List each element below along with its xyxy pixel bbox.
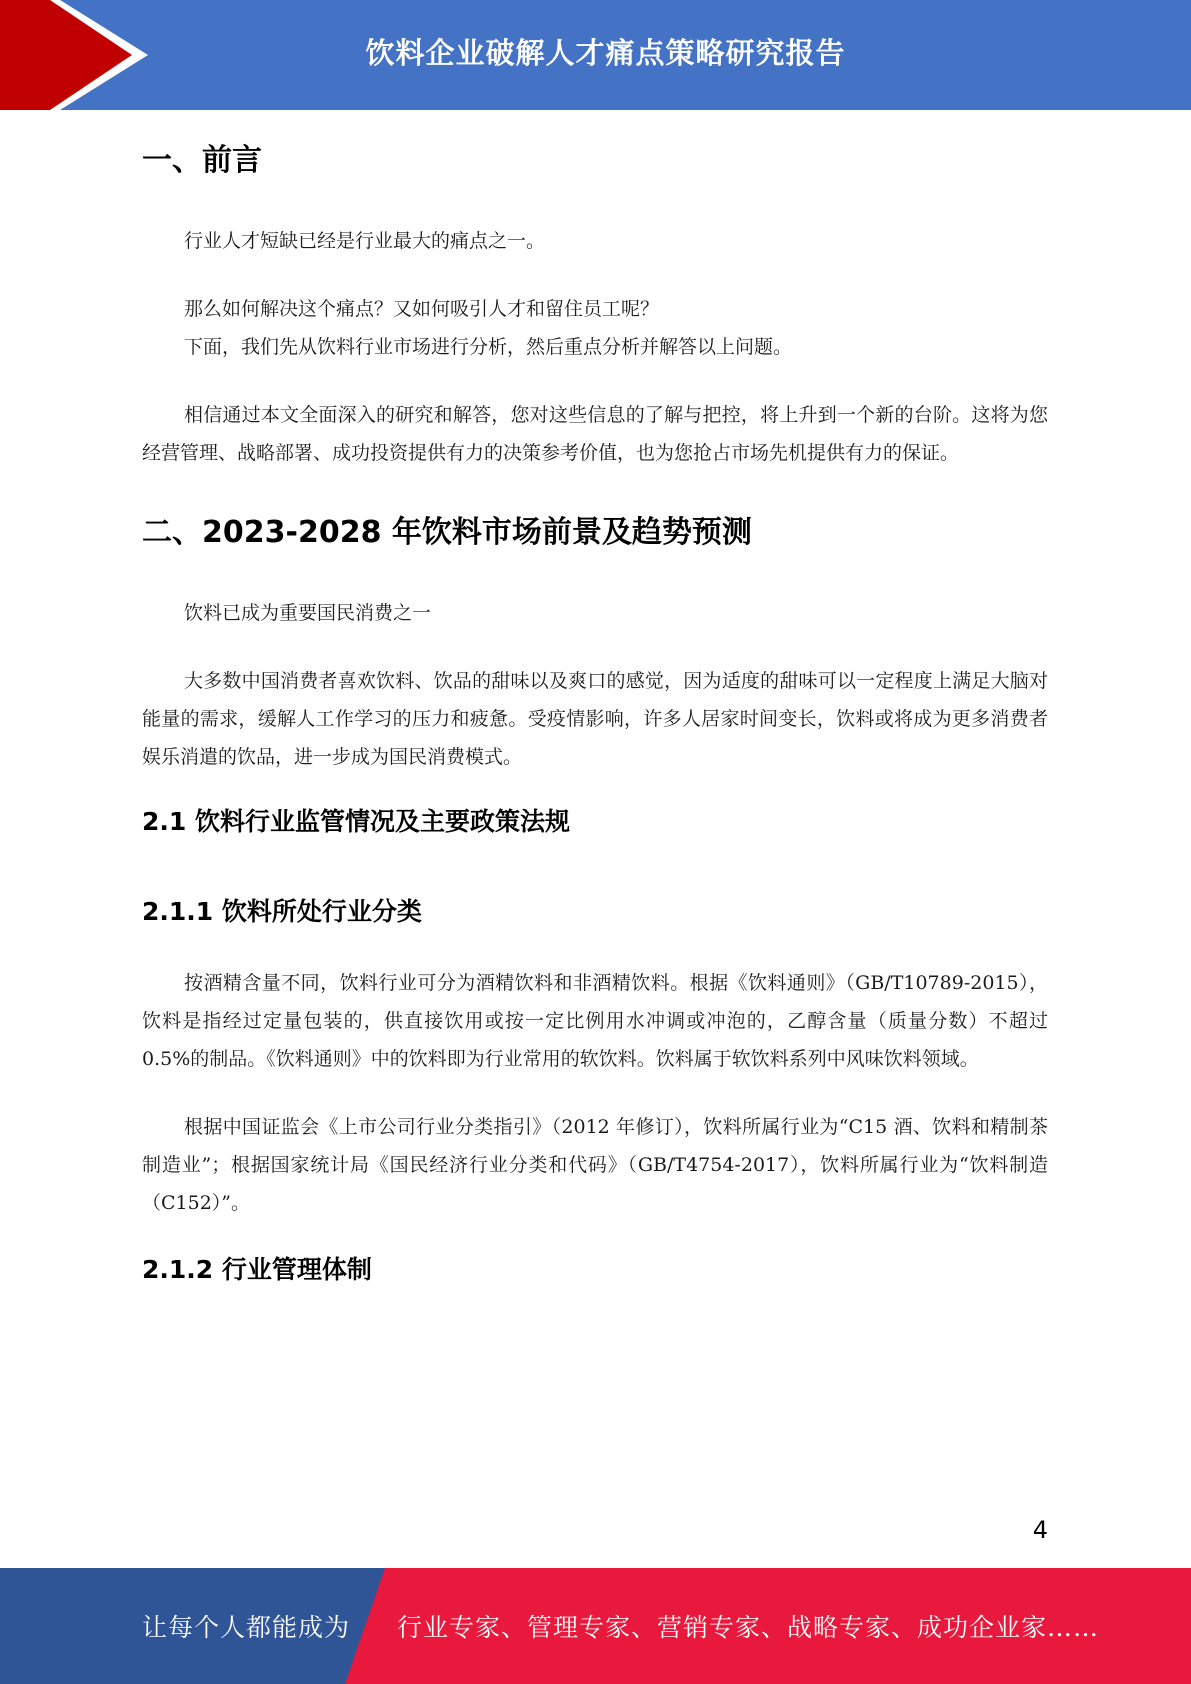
page-number: 4	[1032, 1516, 1048, 1544]
preface-paragraph-4: 相信通过本文全面深入的研究和解答，您对这些信息的了解与把控，将上升到一个新的台阶。这将为您经营管理、战略部署、成功投资提供有力的决策参考价值，也为您抢占市场先机提供有力的保证。	[142, 404, 1048, 464]
market-paragraph-2: 大多数中国消费者喜欢饮料、饮品的甜味以及爽口的感觉，因为适度的甜味可以一定程度上满足大脑对能量的需求，缓解人工作学习的压力和疲惫。受疫情影响，许多人居家时间变长，饮料或将成为更多消费者娱乐消遣的饮品，进一步成为国民消费模式。	[142, 670, 1048, 768]
preface-paragraph-3: 下面，我们先从饮料行业市场进行分析，然后重点分析并解答以上问题。	[184, 336, 793, 358]
market-paragraph-1: 饮料已成为重要国民消费之一	[184, 602, 432, 624]
footer-slogan-left: 让每个人都能成为	[142, 1613, 351, 1642]
footer-band	[0, 1568, 1191, 1684]
section-heading-2-1: 2.1 饮料行业监管情况及主要政策法规	[142, 807, 570, 836]
header-band	[0, 0, 1191, 110]
section-heading-market-outlook: 二、2023-2028 年饮料市场前景及趋势预测	[142, 515, 752, 550]
section-heading-2-1-1: 2.1.1 饮料所处行业分类	[142, 897, 422, 926]
classification-paragraph-2: 根据中国证监会《上市公司行业分类指引》（2012 年修订），饮料所属行业为“C15 酒、饮料和精制茶制造业”；根据国家统计局《国民经济行业分类和代码》（GB/T4754-2017），饮料所属行业为“饮料制造（C152）”。	[142, 1116, 1048, 1214]
footer-slogan-right: 行业专家、管理专家、营销专家、战略专家、成功企业家……	[397, 1613, 1100, 1642]
page-content	[142, 136, 1048, 1292]
preface-paragraph-1: 行业人才短缺已经是行业最大的痛点之一。	[184, 230, 546, 252]
section-heading-2-1-2: 2.1.2 行业管理体制	[142, 1255, 372, 1284]
section-heading-preface: 一、前言	[142, 143, 262, 178]
report-title: 饮料企业破解人才痛点策略研究报告	[365, 35, 846, 70]
preface-paragraph-2: 那么如何解决这个痛点？又如何吸引人才和留住员工呢？	[184, 298, 660, 320]
classification-paragraph-1: 按酒精含量不同，饮料行业可分为酒精饮料和非酒精饮料。根据《饮料通则》（GB/T10789-2015），饮料是指经过定量包装的，供直接饮用或按一定比例用水冲调或冲泡的，乙醇含量（质量分数）不超过 0.5%的制品。《饮料通则》中的饮料即为行业常用的软饮料。饮料属于软饮料系列中风味饮料领域。	[142, 972, 1048, 1070]
